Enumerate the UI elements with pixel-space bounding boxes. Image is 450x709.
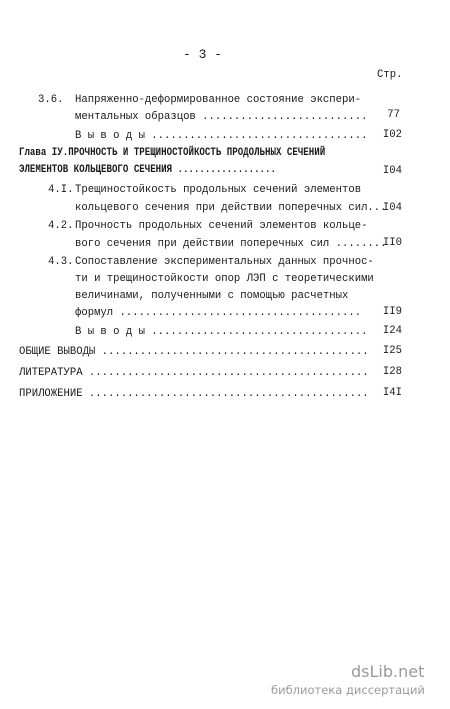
toc-entry-page: I02 [382,129,402,141]
watermark-logo: dsLib.net [351,662,425,681]
watermark-caption: библиотека диссертаций [271,683,425,697]
toc-entry-title: ЛИТЕРАТУРА ............................................ [19,367,369,379]
toc-entry-title: Прочность продольных сечений элементов кольце- [75,220,368,232]
toc-chapter-title: Глава IУ.ПРОЧНОСТЬ И ТРЕЩИНОСТОЙКОСТЬ ПРОДОЛЬНЫХ СЕЧЕНИЙ [19,147,326,159]
toc-entry-title: ОБЩИЕ ВЫВОДЫ .......................................... [19,346,369,358]
toc-entry-title: Сопоставление экспериментальных данных прочнос- [75,256,374,268]
toc-entry-page: I25 [382,345,402,357]
toc-entry-page: I04 [382,202,402,214]
toc-entry-title: кольцевого сечения при действии поперечных сил... [75,202,387,214]
toc-entry-page: II9 [382,306,402,318]
toc-entry-title: Напряженно-деформированное состояние экспери- [75,94,362,106]
toc-entry-title: В ы в о д ы .................................. [75,326,368,338]
toc-entry-page: 77 [387,109,400,121]
toc-entry-page: I4I [382,387,402,399]
toc-entry-page: II0 [382,237,402,249]
toc-entry-title: В ы в о д ы .................................. [75,130,368,142]
toc-entry-title: Трещиностойкость продольных сечений элементов [75,184,362,196]
toc-entry-number: 4.3. [48,256,74,268]
toc-entry-title: ПРИЛОЖЕНИЕ ............................................ [19,388,369,400]
toc-entry-number: 4.I. [48,184,74,196]
toc-entry-number: 3.6. [38,94,64,106]
toc-entry-number: 4.2. [48,220,74,232]
toc-entry-title: вого сечения при действии поперечных сил ........ [75,238,387,250]
toc-chapter-title: ЭЛЕМЕНТОВ КОЛЬЦЕВОГО СЕЧЕНИЯ .................. [19,164,276,176]
toc-entry-page: I24 [382,325,402,337]
toc-entry-title: ментальных образцов .......................... [75,111,368,123]
toc-entry-title: величинами, полученными с помощью расчетных [75,290,349,302]
page-column-header: Стр. [377,69,403,81]
toc-entry-title: ти и трещиностойкости опор ЛЭП с теоретическими [75,273,374,285]
page-number: - 3 - [183,47,223,62]
toc-entry-page: I28 [382,366,402,378]
toc-entry-title: формул ...................................... [75,307,362,319]
toc-entry-page: I04 [382,165,402,177]
